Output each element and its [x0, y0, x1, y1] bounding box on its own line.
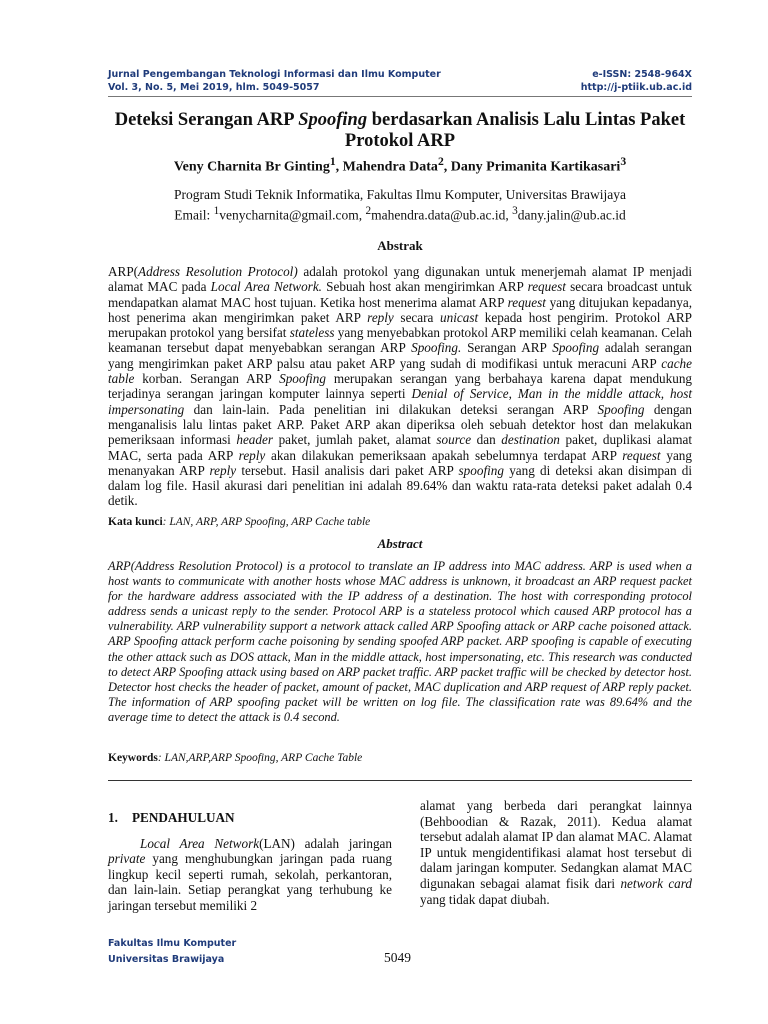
italic-text: spoofing: [458, 462, 504, 478]
email-sup: 1: [213, 205, 220, 217]
italic-text: request: [622, 447, 661, 463]
italic-text: reply: [238, 447, 266, 463]
text-run: dengan menganalisis lalu lintas paket ARP. Paket ARP akan diperiksa oleh sebuah detektor host dan melakukan pemeriksaan informasi: [108, 401, 692, 448]
text-run: tersebut. Hasil analisis dari paket ARP: [236, 462, 459, 478]
section-heading: [108, 810, 392, 826]
italic-text: Spoofing: [597, 401, 645, 417]
italic-text: reply: [209, 462, 237, 478]
text-run: adalah serangan yang mengirimkan paket ARP palsu atau paket ARP yang sudah di modifikasi untuk meracuni ARP: [108, 340, 692, 371]
author-name: Dany Primanita Kartikasari: [450, 159, 621, 175]
title-part-2: berdasarkan Analisis Lalu Lintas Paket Protokol ARP: [344, 110, 686, 151]
italic-text: Spoofing.: [411, 340, 462, 356]
text-run: Sebuah host akan mengirimkan ARP: [321, 279, 528, 295]
italic-text: Local Area Network: [140, 835, 260, 851]
text-run: secara: [393, 309, 441, 325]
text-run: (LAN) adalah jaringan: [259, 835, 392, 851]
email-address[interactable]: dany.jalin@ub.ac.id: [517, 207, 626, 223]
italic-text: request: [527, 279, 566, 295]
section-rule: [108, 780, 692, 781]
author-name: Mahendra Data: [342, 159, 438, 175]
italic-text: network card: [620, 875, 692, 891]
text-run: dan lain-lain. Pada penelitian ini dilakukan deteksi serangan ARP: [184, 401, 598, 417]
author-sup: 2: [437, 155, 444, 168]
italic-text: Denial of Service: [411, 386, 509, 402]
italic-text: stateless: [289, 325, 335, 341]
author-sup: 3: [620, 155, 627, 168]
italic-text: Local Area Network.: [210, 279, 322, 295]
keywords-label: Keywords: [108, 752, 158, 764]
text-run: adalah protokol yang digunakan untuk menerjemah alamat IP menjadi alamat MAC pada: [108, 264, 692, 295]
section-title: PENDAHULUAN: [132, 810, 235, 825]
italic-text: unicast: [440, 309, 479, 325]
text-run: paket, duplikasi alamat MAC, serta pada ARP: [108, 432, 693, 463]
email-prefix: Email:: [174, 207, 214, 223]
author-list: [108, 155, 692, 176]
text-run: kepada host pengirim. Protokol ARP merupakan protokol yang bersifat: [108, 309, 692, 341]
affiliation: Program Studi Teknik Informatika, Fakultas Ilmu Komputer, Universitas Brawijaya: [174, 187, 626, 202]
text-run: yang di deteksi akan disimpan di dalam log file. Hasil akurasi dari penelitian ini adalah 89.64% dan waktu rata-rata deteksi paket adalah 0.4 detik.: [108, 462, 693, 509]
text-run: alamat yang berbeda dari perangkat lainnya (Behboodian & Razak, 2011). Kedua alamat tersebut adalah alamat IP dan alamat MAC. Alamat IP untuk mengidentifikasi alamat host tersebut di dalam jaringan komputer. Sedangkan alamat MAC digunakan sebagai alamat fisik dari: [420, 798, 692, 891]
kata-kunci-values: : LAN, ARP, ARP Spoofing, ARP Cache table: [162, 516, 371, 528]
author-name: Veny Charnita Br Ginting: [173, 159, 330, 175]
italic-text: request: [507, 294, 546, 310]
text-run: ,: [508, 386, 518, 402]
abstract-body: ARP(Address Resolution Protocol) is a protocol to translate an IP address into MAC address. ARP is used when a host wants to communicate with another hosts whose MAC address is unknown, it broadcast an ARP request packet for the hardware address associated with the IP address of a destination. The host with corresponding protocol address sends a unicast reply to the sender. Protocol ARP is a stateless protocol which caused ARP protocol has a vulnerability. ARP vulnerability support a network attack called ARP Spoofing attack or ARP cache poisoned attack. ARP Spoofing attack perform cache poisoning by sending spoofed ARP packet. ARP spoofing is capable of executing the other attack such as DOS attack, Man in the middle attack, host impersonating, etc. This research was conducted to detect ARP Spoofing attack using based on ARP packet traffic. ARP packet traffic will be checked by detector host. Detector host checks the header of packet, amount of packet, MAC duplication and ARP request of ARP reply packet. The information of ARP spoofing packet will be written on log file. The classification rate was 89.64% and the average time to detect the attack is 0.4 second.: [108, 559, 692, 724]
right-column: [420, 798, 692, 907]
journal-url[interactable]: http://j-ptiik.ub.ac.id: [580, 82, 692, 93]
section-number: 1.: [108, 810, 118, 825]
italic-text: private: [108, 851, 146, 867]
italic-text: Spoofing: [552, 340, 600, 356]
text-run: yang ditujukan kepadanya, host penerima akan mengirimkan paket ARP: [108, 294, 692, 325]
email-address[interactable]: venycharnita@gmail.com: [219, 207, 359, 223]
title-part-1: Deteksi Serangan ARP: [114, 110, 299, 130]
abstrak-body: [108, 264, 692, 509]
email-line: [108, 203, 692, 224]
title-italic: Spoofing: [298, 110, 368, 130]
abstrak-heading: Abstrak: [377, 238, 423, 253]
text-run: korban. Serangan ARP: [134, 371, 280, 387]
text-run: secara broadcast untuk mendapatkan alamat MAC host tujuan. Ketika host menerima alamat ARP: [108, 279, 692, 310]
volume-info: Vol. 3, No. 5, Mei 2019, hlm. 5049-5057: [108, 82, 320, 93]
text-run: yang menyebabkan protokol ARP memiliki celah keamanan. Celah keamanan tersebut dapat menyebabkan serangan ARP: [108, 325, 693, 356]
text-run: yang tidak dapat diubah.: [420, 891, 550, 907]
intro-paragraph-right: [420, 798, 692, 907]
email-sup: 2: [365, 205, 372, 217]
email-sup: 3: [512, 205, 518, 217]
running-header-left: [108, 68, 441, 94]
email-address[interactable]: mahendra.data@ub.ac.id: [371, 207, 506, 223]
abstract-heading: Abstract: [377, 536, 423, 551]
journal-name: Jurnal Pengembangan Teknologi Informasi dan Ilmu Komputer: [108, 69, 441, 80]
author-sep: ,: [335, 159, 343, 175]
left-column: [108, 810, 392, 914]
text-run: akan dilakukan pemeriksaan apakah sebelumnya terdapat ARP: [265, 447, 623, 463]
text-run: yang menanyakan ARP: [108, 447, 692, 478]
text-run: ARP(: [108, 264, 139, 279]
keywords: [108, 752, 692, 764]
kata-kunci: [108, 516, 692, 528]
text-run: Serangan ARP: [461, 340, 553, 356]
italic-text: reply: [367, 309, 394, 325]
kata-kunci-label: Kata kunci: [108, 516, 163, 528]
italic-text: destination: [501, 432, 560, 448]
text-run: merupakan serangan yang berbahaya karena dapat mendukung terjadinya serangan jaringan komputer lainnya seperti: [108, 371, 693, 402]
issn: e-ISSN: 2548-964X: [592, 69, 692, 80]
running-header-right: [581, 68, 692, 94]
text-run: yang menghubungkan jaringan pada ruang lingkup kecil seperti rumah, sekolah, perkantoran, dan lain-lain. Setiap perangkat yang terhubung ke jaringan tersebut memiliki 2: [108, 851, 392, 913]
italic-text: source: [436, 432, 472, 448]
footer-affiliation: [108, 936, 236, 968]
text-run: paket, jumlah paket, alamat: [272, 432, 437, 448]
header-rule: [108, 96, 692, 97]
author-sep: ,: [443, 159, 451, 175]
italic-text: Man in the middle attack, host impersonating: [108, 386, 693, 417]
footer-faculty: Fakultas Ilmu Komputer: [108, 938, 237, 949]
italic-text: Spoofing: [279, 371, 326, 387]
email-sep: ,: [505, 207, 513, 223]
affiliation-block: [108, 186, 692, 224]
intro-paragraph-left: [108, 836, 392, 914]
italic-text: cache table: [108, 355, 692, 387]
paper-title: [108, 110, 692, 152]
page-number: 5049: [384, 950, 411, 965]
italic-text: header: [236, 432, 273, 448]
author-sup: 1: [329, 155, 336, 168]
email-sep: ,: [358, 207, 366, 223]
italic-text: Address Resolution Protocol): [138, 264, 298, 279]
keywords-values: : LAN,ARP,ARP Spoofing, ARP Cache Table: [157, 752, 363, 764]
text-run: dan: [471, 432, 502, 448]
footer-university: Universitas Brawijaya: [108, 954, 225, 965]
